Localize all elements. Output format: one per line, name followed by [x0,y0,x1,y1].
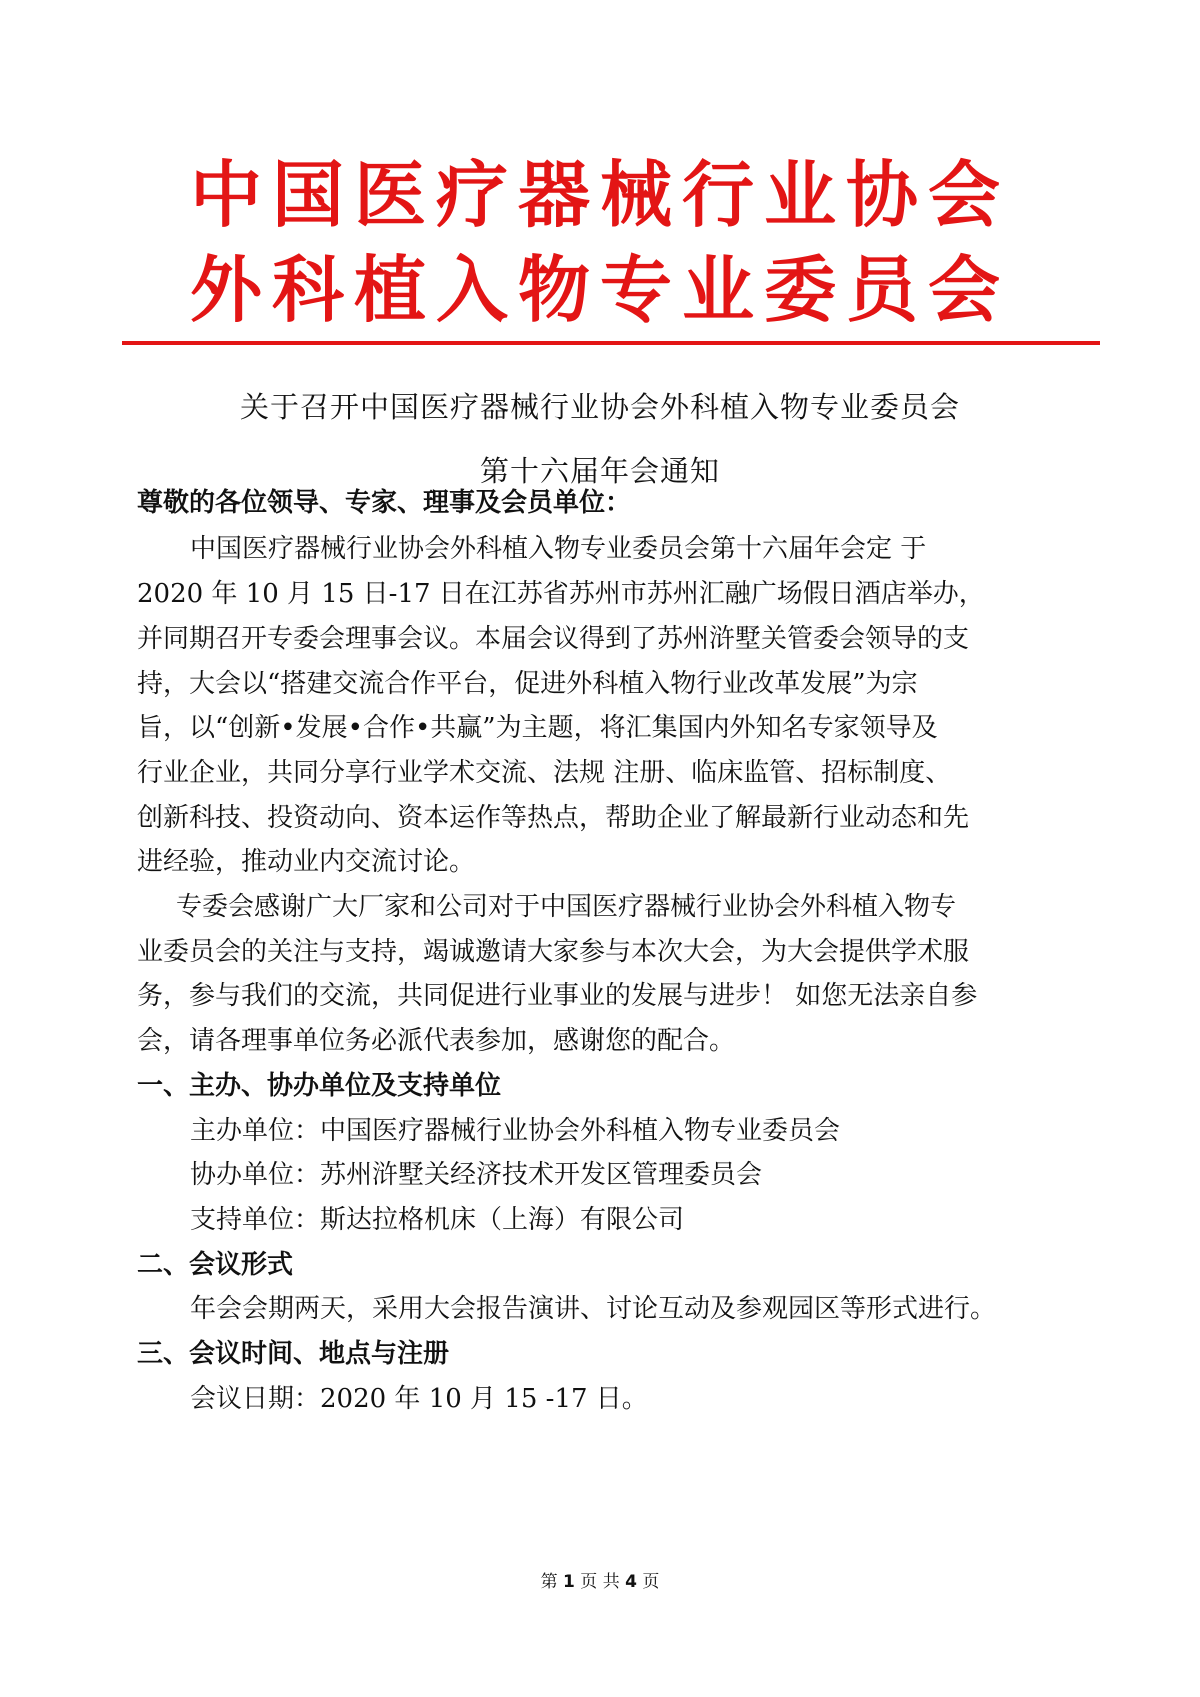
para2-line: 务，参与我们的交流，共同促进行业事业的发展与进步！ 如您无法亲自参 [137,981,978,1011]
meeting-date-text: 会议日期：2020 年 10 月 15 -17 日。 [190,1384,648,1414]
sponsor-item-host: 主办单位：中国医疗器械行业协会外科植入物专业委员会 [190,1116,841,1146]
para2-line: 业委员会的关注与支持，竭诚邀请大家参与本次大会，为大会提供学术服 [137,937,970,967]
para1-line: 持，大会以“搭建交流合作平台，促进外科植入物行业改革发展”为宗 [137,669,918,699]
para2-line: 会，请各理事单位务必派代表参加，感谢您的配合。 [137,1026,736,1056]
footer-page-number: 1 [563,1572,575,1592]
footer-prefix: 第 [540,1572,558,1592]
para1-line: 进经验，推动业内交流讨论。 [137,847,476,877]
org-title-line-1: 中国医疗器械行业协会 [189,153,1010,237]
para1-line: 中国医疗器械行业协会外科植入物专业委员会第十六届年会定 于 [190,534,927,564]
para1-line: 行业企业，共同分享行业学术交流、法规 注册、临床监管、招标制度、 [137,758,952,788]
sponsor-item-co-host: 协办单位：苏州浒墅关经济技术开发区管理委员会 [190,1160,763,1190]
section-heading-sponsors: 一、主办、协办单位及支持单位 [137,1071,502,1101]
para1-line: 旨，以“创新•发展•合作•共赢”为主题，将汇集国内外知名专家领导及 [137,713,938,743]
para1-line: 2020 年 10 月 15 日-17 日在江苏省苏州市苏州汇融广场假日酒店举办， [137,579,985,609]
section-heading-format: 二、会议形式 [137,1250,294,1280]
para2-line: 专委会感谢广大厂家和公司对于中国医疗器械行业协会外科植入物专 [176,892,957,922]
header-divider [122,341,1100,345]
notice-title-line-2: 第十六届年会通知 [479,454,720,488]
footer-total-pages: 4 [625,1572,637,1592]
org-title-line-2: 外科植入物专业委员会 [189,248,1010,332]
footer-suffix: 页 [642,1572,660,1592]
section-heading-time-place: 三、会议时间、地点与注册 [137,1339,450,1369]
notice-title-line-1: 关于召开中国医疗器械行业协会外科植入物专业委员会 [239,390,960,424]
para1-line: 并同期召开专委会理事会议。本届会议得到了苏州浒墅关管委会领导的支 [137,624,970,654]
sponsor-item-supporter: 支持单位：斯达拉格机床（上海）有限公司 [190,1205,685,1235]
footer-middle: 页 共 [580,1572,620,1592]
salutation: 尊敬的各位领导、专家、理事及会员单位： [137,488,632,518]
para1-line: 创新科技、投资动向、资本运作等热点，帮助企业了解最新行业动态和先 [137,803,970,833]
format-text: 年会会期两天，采用大会报告演讲、讨论互动及参观园区等形式进行。 [190,1294,997,1324]
page-footer [0,1570,1200,1594]
